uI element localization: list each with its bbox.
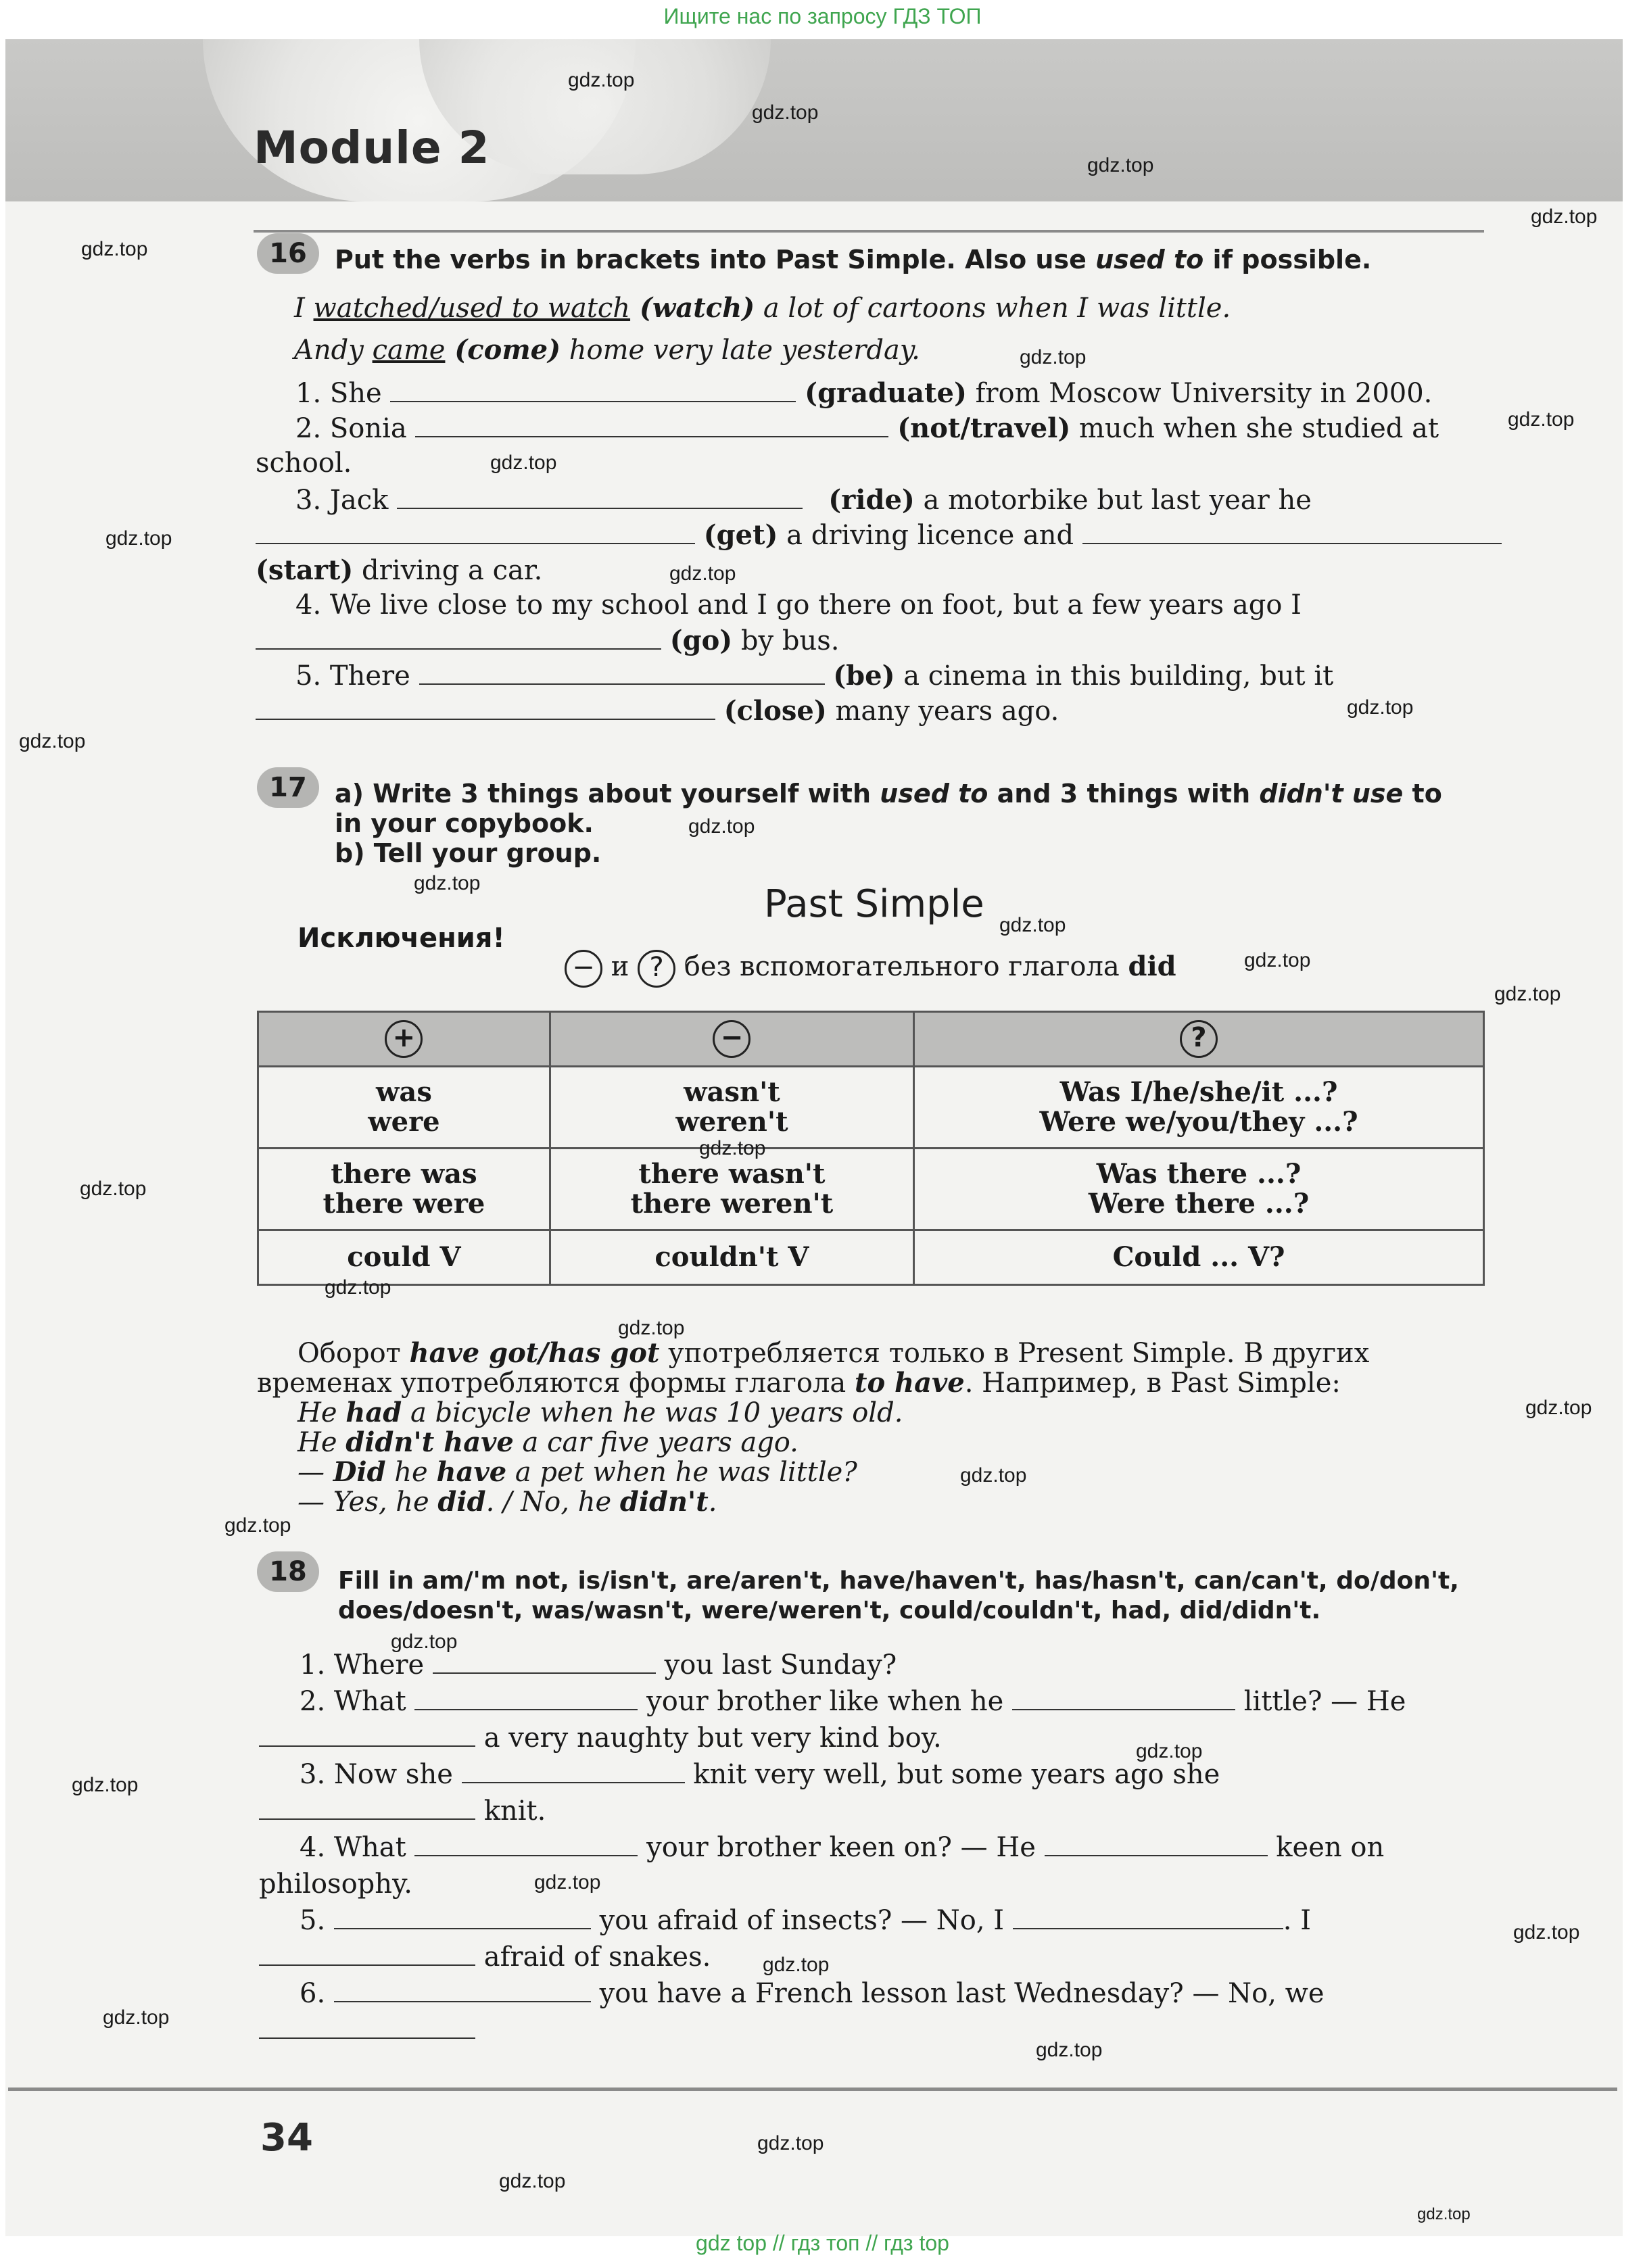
ex18-item-5-cont: afraid of snakes. — [259, 1941, 711, 1973]
answer-blank[interactable] — [256, 520, 695, 544]
page-number: 34 — [260, 2116, 313, 2160]
table-header-affirmative — [258, 1012, 550, 1067]
watermark: gdz.top — [103, 2006, 170, 2029]
exercise-18-instruction-1: Fill in am/'m not, is/isn't, are/aren't, have/haven't, has/hasn't, can/can't, do/don't, — [338, 1567, 1459, 1595]
watermark: gdz.top — [19, 730, 86, 752]
bottom-banner-links[interactable]: gdz top // гдз топ // гдз top — [696, 2231, 949, 2255]
have-example-1: He had a bicycle when he was 10 years old. — [297, 1397, 903, 1428]
watermark: gdz.top — [618, 1317, 685, 1339]
watermark: gdz.top — [325, 1276, 391, 1299]
watermark: gdz.top — [752, 101, 819, 124]
answer-blank[interactable] — [259, 1941, 475, 1966]
answer-blank[interactable] — [390, 378, 796, 402]
ex16-example-2: Andy came (come) home very late yesterday. — [294, 334, 920, 366]
watermark: gdz.top — [960, 1464, 1027, 1487]
ex18-item-6: 6. you have a French lesson last Wednesday? — No, we — [300, 1978, 1325, 2009]
watermark: gdz.top — [568, 69, 635, 91]
ex16-item-2: 2. Sonia (not/travel) much when she studied at — [295, 412, 1439, 444]
watermark: gdz.top — [669, 562, 736, 585]
watermark: gdz.top — [80, 1178, 147, 1200]
watermark: gdz.top — [72, 1774, 139, 1796]
watermark: gdz.top — [763, 1954, 830, 1976]
ex16-item-4-cont: (go) by bus. — [256, 625, 839, 656]
watermark: gdz.top — [105, 527, 172, 550]
ex18-item-3: 3. Now she knit very well, but some years ago she — [300, 1759, 1220, 1790]
table-header-question — [914, 1012, 1484, 1067]
ex18-item-2-cont: a very naughty but very kind boy. — [259, 1722, 942, 1754]
have-got-note-1: Оборот have got/has got употребляется только в Present Simple. В других — [297, 1337, 1370, 1369]
table-row: could V couldn't V Could ... V? — [258, 1230, 1484, 1285]
watermark: gdz.top — [757, 2132, 824, 2154]
watermark: gdz.top — [391, 1631, 458, 1653]
watermark: gdz.top — [1020, 346, 1087, 368]
exercise-16-instruction: Put the verbs in brackets into Past Simple. Also use used to if possible. — [335, 245, 1372, 274]
ex16-item-2-cont: school. — [256, 448, 352, 479]
ex18-item-6-cont — [259, 2014, 475, 2046]
answer-blank[interactable] — [259, 2014, 475, 2039]
past-simple-title: Past Simple — [764, 882, 984, 926]
answer-blank[interactable] — [419, 660, 825, 685]
ex18-item-1: 1. Where you last Sunday? — [300, 1649, 897, 1681]
have-example-2: He didn't have a car five years ago. — [297, 1426, 798, 1458]
watermark: gdz.top — [1244, 949, 1311, 971]
answer-blank[interactable] — [259, 1795, 475, 1820]
watermark: gdz.top — [1136, 1740, 1203, 1762]
exceptions-note: − и ? без вспомогательного глагола did — [565, 950, 1176, 988]
answer-blank[interactable] — [256, 696, 715, 720]
answer-blank[interactable] — [334, 1905, 591, 1929]
answer-blank[interactable] — [334, 1978, 591, 2002]
plus-sign-icon: + — [385, 1020, 423, 1058]
ex18-item-4-cont: philosophy. — [259, 1868, 413, 1900]
ex16-example-1: I watched/used to watch (watch) a lot of cartoons when I was little. — [294, 292, 1231, 324]
watermark: gdz.top — [414, 872, 481, 894]
exercise-16-number: 16 — [257, 233, 319, 274]
exercise-17-instruction-b: b) Tell your group. — [335, 838, 602, 868]
exercise-18-instruction-2: does/doesn't, was/wasn't, were/weren't, could/couldn't, had, did/didn't. — [338, 1597, 1321, 1624]
ex16-item-3-cont: (get) a driving licence and — [256, 519, 1502, 551]
ex16-item-5: 5. There (be) a cinema in this building, but it — [295, 660, 1334, 692]
ex18-item-5: 5. you afraid of insects? — No, I . I — [300, 1905, 1311, 1936]
answer-blank[interactable] — [397, 485, 803, 509]
watermark: gdz.top — [1508, 408, 1575, 431]
watermark: gdz.top — [224, 1514, 291, 1537]
past-simple-table — [257, 1011, 1485, 1286]
watermark: gdz.top — [1494, 983, 1561, 1005]
ex16-item-4: 4. We live close to my school and I go there on foot, but a few years ago I — [295, 589, 1302, 621]
answer-blank[interactable] — [414, 1686, 638, 1710]
ex18-item-4: 4. What your brother keen on? — He keen on — [300, 1832, 1385, 1863]
top-search-banner[interactable]: Ищите нас по запросу ГДЗ ТОП — [663, 4, 982, 28]
ex18-item-2: 2. What your brother like when he little? — He — [300, 1686, 1406, 1717]
watermark: gdz.top — [490, 452, 557, 474]
watermark: gdz.top — [1417, 2205, 1471, 2223]
answer-blank[interactable] — [1045, 1832, 1268, 1856]
watermark: gdz.top — [1087, 154, 1154, 176]
exercise-17-number: 17 — [257, 767, 319, 808]
ex16-item-3-cont2: (start) driving a car. — [256, 554, 543, 586]
minus-sign-icon: − — [565, 950, 602, 988]
watermark: gdz.top — [999, 914, 1066, 936]
table-header-negative — [550, 1012, 913, 1067]
watermark: gdz.top — [699, 1137, 766, 1159]
answer-blank[interactable] — [259, 1722, 475, 1747]
answer-blank[interactable] — [415, 413, 888, 437]
watermark: gdz.top — [1036, 2039, 1103, 2061]
ex16-item-5-cont: (close) many years ago. — [256, 695, 1059, 727]
question-sign-icon: ? — [638, 950, 675, 988]
answer-blank[interactable] — [256, 625, 661, 650]
watermark: gdz.top — [688, 815, 755, 838]
ex16-item-1: 1. She (graduate) from Moscow University in 2000. — [295, 377, 1433, 409]
watermark: gdz.top — [534, 1871, 601, 1893]
have-got-note-2: временах употребляются формы глагола to have. Например, в Past Simple: — [257, 1367, 1341, 1399]
module-title: Module 2 — [254, 122, 490, 174]
answer-blank[interactable] — [1012, 1686, 1235, 1710]
exercise-18-number: 18 — [257, 1551, 319, 1592]
answer-blank[interactable] — [462, 1759, 685, 1783]
ex18-item-3-cont: knit. — [259, 1795, 546, 1827]
watermark: gdz.top — [81, 238, 148, 260]
watermark: gdz.top — [1531, 206, 1598, 228]
table-row: there was there were there wasn't there weren't Was there ...? Were there ...? — [258, 1149, 1484, 1230]
answer-blank[interactable] — [414, 1832, 638, 1856]
watermark: gdz.top — [1513, 1921, 1580, 1944]
top-rule — [254, 230, 1484, 233]
watermark: gdz.top — [1347, 696, 1414, 719]
exercise-17-instruction-a: a) Write 3 things about yourself with used to and 3 things with didn't use to — [335, 779, 1442, 809]
have-example-3: — Did he have a pet when he was little? — [297, 1456, 857, 1488]
answer-blank[interactable] — [433, 1649, 656, 1674]
watermark: gdz.top — [499, 2170, 566, 2192]
question-sign-icon: ? — [1180, 1020, 1218, 1058]
minus-sign-icon: − — [713, 1020, 750, 1058]
table-row: was were wasn't weren't Was I/he/she/it ...? Were we/you/they ...? — [258, 1067, 1484, 1149]
answer-blank[interactable] — [1082, 520, 1502, 544]
have-example-4: — Yes, he did. / No, he didn't. — [297, 1486, 717, 1518]
bottom-rule — [8, 2088, 1617, 2091]
exceptions-label: Исключения! — [297, 923, 505, 954]
watermark: gdz.top — [1525, 1397, 1592, 1419]
answer-blank[interactable] — [1013, 1905, 1283, 1929]
ex16-item-3: 3. Jack (ride) a motorbike but last year he — [295, 484, 1312, 516]
exercise-17-instruction-a-cont: in your copybook. — [335, 809, 594, 838]
